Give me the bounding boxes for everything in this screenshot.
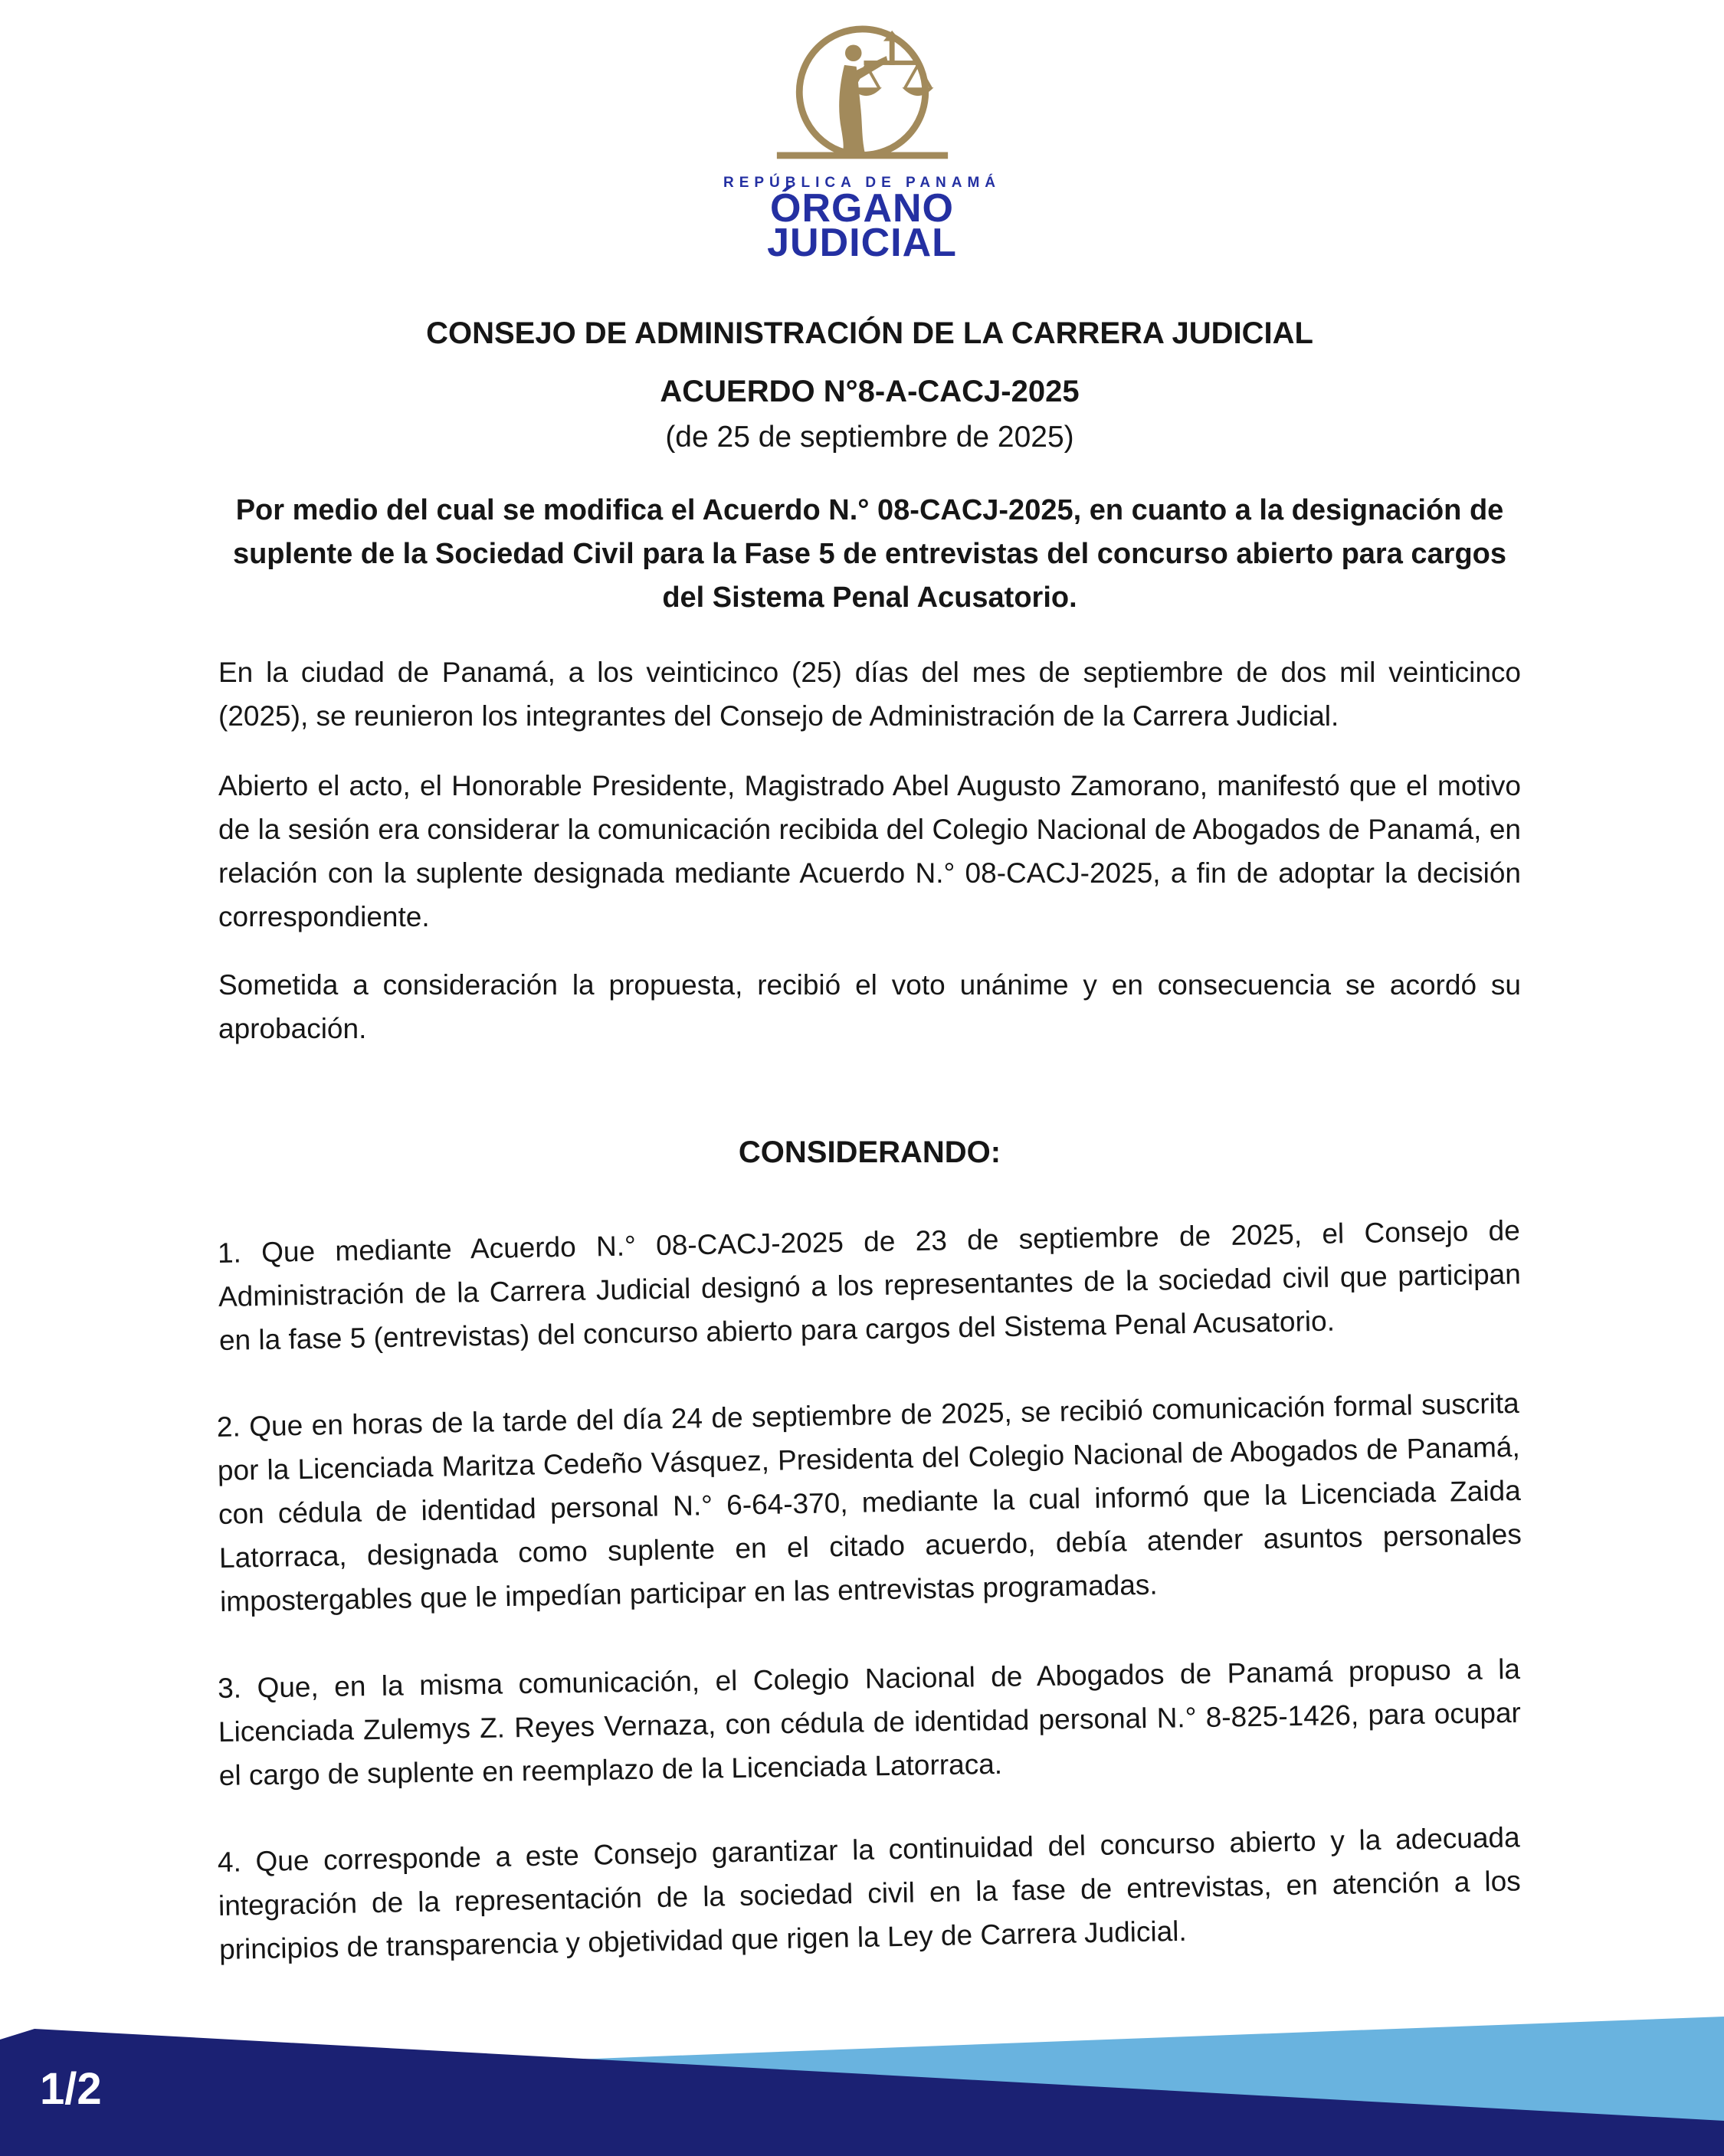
acuerdo-number: ACUERDO N°8-A-CACJ-2025	[660, 375, 1080, 408]
paragraph-session-opening: Abierto el acto, el Honorable Presidente, Magistrado Abel Augusto Zamorano, manifestó que el motivo de la sesión era considerar la comunicación recibida del Colegio Nacional de Abogados de Panamá, en relación con la suplente designada mediante Acuerdo N.° 08-CACJ-2025, a fin de adoptar la decisión correspondiente.	[218, 770, 1521, 932]
considerando-item-1: 1. Que mediante Acuerdo N.° 08-CACJ-2025 de 23 de septiembre de 2025, el Consejo de Administración de la Carrera Judicial designó a los representantes de la sociedad civil que participan en la fase 5 (entrevistas) del concurso abierto para cargos del Sistema Penal Acusatorio.	[217, 1214, 1522, 1356]
page-number-indicator: 1/2	[40, 2064, 102, 2114]
lady-justice-scales-icon	[772, 23, 952, 173]
considerando-item-2: 2. Que en horas de la tarde del día 24 de septiembre de 2025, se recibió comunicación formal suscrita por la Licenciada Maritza Cedeño Vásquez, Presidenta del Colegio Nacional de Abogados de Panamá, con cédula de identidad personal N.° 6-64-370, mediante la cual informó que la Licenciada Zaida Latorraca, designada como suplente en el citado acuerdo, debía atender asuntos personales impostergables que le impedían participar en las entrevistas programadas.	[216, 1387, 1522, 1617]
footer-ribbon-graphic	[0, 1955, 1724, 2156]
logo-country-label: REPÚBLICA DE PANAMÁ	[723, 175, 1001, 191]
logo-org-line1: ÓRGANO	[770, 186, 954, 231]
paragraph-approval: Sometida a consideración la propuesta, recibió el voto unánime y en consecuencia se acordó su aprobación.	[218, 969, 1521, 1044]
footer-ribbon	[0, 1955, 1724, 2156]
considerando-item-4: 4. Que corresponde a este Consejo garantizar la continuidad del concurso abierto y la adecuada integración de la representación de la sociedad civil en la fase de entrevistas, en atención a los principios de transparencia y objetividad que rigen la Ley de Carrera Judicial.	[217, 1821, 1522, 1965]
organo-judicial-logo	[0, 0, 1724, 265]
considerando-item-3: 3. Que, en la misma comunicación, el Colegio Nacional de Abogados de Panamá propuso a la Licenciada Zulemys Z. Reyes Vernaza, con cédula de identidad personal N.° 8-825-1426, para ocupar el cargo de suplente en reemplazo de la Licenciada Latorraca.	[217, 1653, 1522, 1791]
paragraph-city-date: En la ciudad de Panamá, a los veinticinco (25) días del mes de septiembre de dos mil veinticinco (2025), se reunieron los integrantes del Consejo de Administración de la Carrera Judicial.	[218, 657, 1521, 732]
document-content	[0, 316, 1724, 1971]
council-title: CONSEJO DE ADMINISTRACIÓN DE LA CARRERA JUDICIAL	[426, 316, 1313, 350]
acuerdo-date: (de 25 de septiembre de 2025)	[665, 421, 1074, 454]
subject-paragraph: Por medio del cual se modifica el Acuerdo N.° 08-CACJ-2025, en cuanto a la designación de suplente de la Sociedad Civil para la Fase 5 de entrevistas del concurso abierto para cargos del Sistema Penal Acusatorio.	[232, 494, 1507, 614]
considerando-heading: CONSIDERANDO:	[738, 1135, 1001, 1169]
logo-org-line2: JUDICIAL	[767, 221, 957, 265]
